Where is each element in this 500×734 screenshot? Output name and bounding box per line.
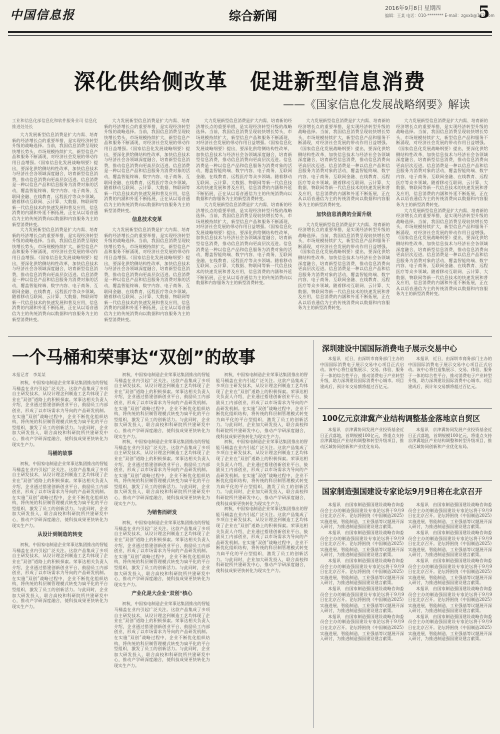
- article1-headline: 深化供给侧改革 促进新型信息消费: [74, 70, 426, 94]
- article1-column-1: [12, 118, 98, 333]
- article1-body-text: 大力发展新型信息消费是扩大内需、培育新的经济增长点的重要举措，是实现经济转型升级的战略选择。当前，我国信息消费呈现较快增长势头，市场规模持续扩大，新型信息产品和服务不断涌现，对经济社会发展的带动作用日益增强。《国家信息化发展战略纲要》提出，要深化供给侧结构性改革，加快信息技术与经济社会各领域深度融合，培育新型信息消费，推动信息消费向更高层次迈进。信息消费是一种以信息产品和信息服务为消费对象的活动，覆盖智能终端、数字内容、电子商务、互联网金融、在线教育、远程医疗等众多领域。随着移动互联网、云计算、大数据、物联网等新一代信息技术的快速发展和普及应用，信息消费的内涵和外延不断拓展，正在从以语音通信为主的传统消费向以数据和内容服务为主的新型消费转变。: [196, 201, 292, 286]
- brief-2-text: 本报讯 京津冀协同发展产业投资基金近日正式落地，首期规模100亿元，将重点支持京津冀地区产业结构调整和转型升级项目，推动区域协同创新和产业优化布局。: [408, 427, 492, 449]
- brief-3-text: 本报讯 由国家制造强国建设战略咨询委员会主办的制造强国建设专家论坛将于9月9日在北京召开。论坛将围绕《中国制造2025》实施进展、智能制造、工业强基等议题展开深入研讨，为推进制造强国建设建言献策。: [320, 529, 404, 558]
- article2-body-text: 初秋，中国家电制造企业荣事达集团推出的智能马桶盖在业内引起广泛关注。这款产品集成了多项自主研发技术，从设计理念到制造工艺均体现了企业在“双创”道路上的积极探索。荣事达相关负责人介绍，企业通过搭建创新创业平台，鼓励员工内部创业，形成了以市场需求为导向的产品研发机制。在实施“双创”战略过程中，企业不断优化组织结构，将传统的科层制管理模式转变为扁平化的平台型组织，激发了员工的创新活力。与此同时，企业加大研发投入，联合高校和科研院所共建研发中心，推动产学研深度融合，使科技成果更快转化为现实生产力。: [216, 372, 308, 439]
- brief-3-text: 本报讯 由国家制造强国建设战略咨询委员会主办的制造强国建设专家论坛将于9月9日在北京召开。论坛将围绕《中国制造2025》实施进展、智能制造、工业强基等议题展开深入研讨，为推进制造强国建设建言献策。: [408, 585, 492, 614]
- brief-2-column-1: [320, 427, 404, 477]
- brief-3-text: 本报讯 由国家制造强国建设战略咨询委员会主办的制造强国建设专家论坛将于9月9日在北京召开。论坛将围绕《中国制造2025》实施进展、智能制造、工业强基等议题展开深入研讨，为推进制造强国建设建言献策。: [408, 502, 492, 530]
- article2-body-text: 初秋，中国家电制造企业荣事达集团推出的智能马桶盖在业内引起广泛关注。这款产品集成了多项自主研发技术，从设计理念到制造工艺均体现了企业在“双创”道路上的积极探索。荣事达相关负责人介绍，企业通过搭建创新创业平台，鼓励员工内部创业，形成了以市场需求为导向的产品研发机制。在实施“双创”战略过程中，企业不断优化组织结构，将传统的科层制管理模式转变为扁平化的平台型组织，激发了员工的创新活力。与此同时，企业加大研发投入，联合高校和科研院所共建研发中心，推动产学研深度融合，使科技成果更快转化为现实生产力。: [114, 520, 210, 587]
- article1-body-text: 大力发展新型信息消费是扩大内需、培育新的经济增长点的重要举措，是实现经济转型升级的战略选择。当前，我国信息消费呈现较快增长势头，市场规模持续扩大，新型信息产品和服务不断涌现，对经济社会发展的带动作用日益增强。《国家信息化发展战略纲要》提出，要深化供给侧结构性改革，加快信息技术与经济社会各领域深度融合，培育新型信息消费，推动信息消费向更高层次迈进。信息消费是一种以信息产品和信息服务为消费对象的活动，覆盖智能终端、数字内容、电子商务、互联网金融、在线教育、远程医疗等众多领域。随着移动互联网、云计算、大数据、物联网等新一代信息技术的快速发展和普及应用，信息消费的内涵和外延不断拓展，正在从以语音通信为主的传统消费向以数据和内容服务为主的新型消费转变。: [298, 118, 390, 207]
- brief-title-3: 国家制造强国建设专家论坛9月9日将在北京召开: [322, 487, 483, 496]
- brief-2-text: 本报讯 京津冀协同发展产业投资基金近日正式落地，首期规模100亿元，将重点支持京津冀地区产业结构调整和转型升级项目，推动区域协同创新和产业优化布局。: [320, 427, 404, 449]
- brief-1-text: 本报讯 近日，由深圳市商务部门主办的中国国际消费电子展示交易中心项目正式启动。该中心将打造集展示、交易、体验、服务于一体的综合性平台，推动消费电子产业转型升级，助力深圳建设国际消费中心城市。项目建成后，预计年交易额将超过百亿元。: [320, 356, 404, 389]
- article1-body-text: 大力发展新型信息消费是扩大内需、培育新的经济增长点的重要举措，是实现经济转型升级的战略选择。当前，我国信息消费呈现较快增长势头，市场规模持续扩大，新型信息产品和服务不断涌现，对经济社会发展的带动作用日益增强。《国家信息化发展战略纲要》提出，要深化供给侧结构性改革，加快信息技术与经济社会各领域深度融合，培育新型信息消费，推动信息消费向更高层次迈进。信息消费是一种以信息产品和信息服务为消费对象的活动，覆盖智能终端、数字内容、电子商务、互联网金融、在线教育、远程医疗等众多领域。随着移动互联网、云计算、大数据、物联网等新一代信息技术的快速发展和普及应用，信息消费的内涵和外延不断拓展，正在从以语音通信为主的传统消费向以数据和内容服务为主的新型消费转变。: [104, 118, 190, 213]
- masthead-rule: [8, 31, 492, 33]
- issue-date: 2016年9月8日 星期四: [385, 6, 441, 12]
- article1-column-2: [104, 118, 190, 333]
- article2-body-text: 初秋，中国家电制造企业荣事达集团推出的智能马桶盖在业内引起广泛关注。这款产品集成了多项自主研发技术，从设计理念到制造工艺均体现了企业在“双创”道路上的积极探索。荣事达相关负责人介绍，企业通过搭建创新创业平台，鼓励员工内部创业，形成了以市场需求为导向的产品研发机制。在实施“双创”战略过程中，企业不断优化组织结构，将传统的科层制管理模式转变为扁平化的平台型组织，激发了员工的创新活力。与此同时，企业加大研发投入，联合高校和科研院所共建研发中心，推动产学研深度融合，使科技成果更快转化为现实生产力。: [216, 506, 308, 573]
- article1-column-4: [298, 118, 390, 333]
- brief-divider: [318, 480, 492, 481]
- brief-3-column-1: [320, 502, 404, 727]
- article1-subhead: 加快信息消费的全面升级: [316, 211, 372, 218]
- article2-column-1: [12, 372, 108, 727]
- brief-title-1: 深圳建设中国国际消费电子展示交易中心: [322, 344, 457, 353]
- brief-3-column-2: [408, 502, 492, 727]
- section-divider: [8, 336, 492, 337]
- article2-column-3: [216, 372, 308, 727]
- article2-subhead: 马桶的故事: [47, 451, 73, 458]
- brief-3-text: 本报讯 由国家制造强国建设战略咨询委员会主办的制造强国建设专家论坛将于9月9日在北京召开。论坛将围绕《中国制造2025》实施进展、智能制造、工业强基等议题展开深入研讨，为推进制造强国建设建言献策。: [408, 613, 492, 642]
- article2-body-text: 初秋，中国家电制造企业荣事达集团推出的智能马桶盖在业内引起广泛关注。这款产品集成了多项自主研发技术，从设计理念到制造工艺均体现了企业在“双创”道路上的积极探索。荣事达相关负责人介绍，企业通过搭建创新创业平台，鼓励员工内部创业，形成了以市场需求为导向的产品研发机制。在实施“双创”战略过程中，企业不断优化组织结构，将传统的科层制管理模式转变为扁平化的平台型组织，激发了员工的创新活力。与此同时，企业加大研发投入，联合高校和科研院所共建研发中心，推动产学研深度融合，使科技成果更快转化为现实生产力。: [114, 372, 210, 439]
- article2-subhead: 为销售而研发: [146, 510, 177, 517]
- brief-divider: [318, 408, 492, 409]
- article1-body-text: 大力发展新型信息消费是扩大内需、培育新的经济增长点的重要举措，是实现经济转型升级的战略选择。当前，我国信息消费呈现较快增长势头，市场规模持续扩大，新型信息产品和服务不断涌现，对经济社会发展的带动作用日益增强。《国家信息化发展战略纲要》提出，要深化供给侧结构性改革，加快信息技术与经济社会各领域深度融合，培育新型信息消费，推动信息消费向更高层次迈进。信息消费是一种以信息产品和信息服务为消费对象的活动，覆盖智能终端、数字内容、电子商务、互联网金融、在线教育、远程医疗等众多领域。随着移动互联网、云计算、大数据、物联网等新一代信息技术的快速发展和普及应用，信息消费的内涵和外延不断拓展，正在从以语音通信为主的传统消费向以数据和内容服务为主的新型消费转变。: [12, 227, 98, 322]
- article1-body-text: 大力发展新型信息消费是扩大内需、培育新的经济增长点的重要举措，是实现经济转型升级的战略选择。当前，我国信息消费呈现较快增长势头，市场规模持续扩大，新型信息产品和服务不断涌现，对经济社会发展的带动作用日益增强。《国家信息化发展战略纲要》提出，要深化供给侧结构性改革，加快信息技术与经济社会各领域深度融合，培育新型信息消费，推动信息消费向更高层次迈进。信息消费是一种以信息产品和信息服务为消费对象的活动，覆盖智能终端、数字内容、电子商务、互联网金融、在线教育、远程医疗等众多领域。随着移动互联网、云计算、大数据、物联网等新一代信息技术的快速发展和普及应用，信息消费的内涵和外延不断拓展，正在从以语音通信为主的传统消费向以数据和内容服务为主的新型消费转变。: [396, 207, 488, 297]
- brief-3-text: 本报讯 由国家制造强国建设战略咨询委员会主办的制造强国建设专家论坛将于9月9日在北京召开。论坛将围绕《中国制造2025》实施进展、智能制造、工业强基等议题展开深入研讨，为推进制造强国建设建言献策。: [320, 502, 404, 530]
- article2-subhead: 产业化是大企业“双创”核心: [131, 591, 193, 598]
- article1-column-5: [396, 118, 488, 333]
- article2-subhead: 从设计到制造的转变: [37, 532, 83, 539]
- article1-body-text: 大力发展新型信息消费是扩大内需、培育新的经济增长点的重要举措，是实现经济转型升级的战略选择。当前，我国信息消费呈现较快增长势头，市场规模持续扩大，新型信息产品和服务不断涌现，对经济社会发展的带动作用日益增强。《国家信息化发展战略纲要》提出，要深化供给侧结构性改革，加快信息技术与经济社会各领域深度融合，培育新型信息消费，推动信息消费向更高层次迈进。信息消费是一种以信息产品和信息服务为消费对象的活动，覆盖智能终端、数字内容、电子商务、互联网金融、在线教育、远程医疗等众多领域。随着移动互联网、云计算、大数据、物联网等新一代信息技术的快速发展和普及应用，信息消费的内涵和外延不断拓展，正在从以语音通信为主的传统消费向以数据和内容服务为主的新型消费转变。: [396, 118, 488, 207]
- column-divider: [313, 340, 314, 728]
- article1-body-text: 大力发展新型信息消费是扩大内需、培育新的经济增长点的重要举措，是实现经济转型升级的战略选择。当前，我国信息消费呈现较快增长势头，市场规模持续扩大，新型信息产品和服务不断涌现，对经济社会发展的带动作用日益增强。《国家信息化发展战略纲要》提出，要深化供给侧结构性改革，加快信息技术与经济社会各领域深度融合，培育新型信息消费，推动信息消费向更高层次迈进。信息消费是一种以信息产品和信息服务为消费对象的活动，覆盖智能终端、数字内容、电子商务、互联网金融、在线教育、远程医疗等众多领域。随着移动互联网、云计算、大数据、物联网等新一代信息技术的快速发展和普及应用，信息消费的内涵和外延不断拓展，正在从以语音通信为主的传统消费向以数据和内容服务为主的新型消费转变。: [298, 221, 390, 311]
- article1-column-3: [196, 118, 292, 333]
- article1-body-text: 大力发展新型信息消费是扩大内需、培育新的经济增长点的重要举措，是实现经济转型升级的战略选择。当前，我国信息消费呈现较快增长势头，市场规模持续扩大，新型信息产品和服务不断涌现，对经济社会发展的带动作用日益增强。《国家信息化发展战略纲要》提出，要深化供给侧结构性改革，加快信息技术与经济社会各领域深度融合，培育新型信息消费，推动信息消费向更高层次迈进。信息消费是一种以信息产品和信息服务为消费对象的活动，覆盖智能终端、数字内容、电子商务、互联网金融、在线教育、远程医疗等众多领域。随着移动互联网、云计算、大数据、物联网等新一代信息技术的快速发展和普及应用，信息消费的内涵和外延不断拓展，正在从以语音通信为主的传统消费向以数据和内容服务为主的新型消费转变。: [12, 132, 98, 227]
- brief-3-text: 本报讯 由国家制造强国建设战略咨询委员会主办的制造强国建设专家论坛将于9月9日在北京召开。论坛将围绕《中国制造2025》实施进展、智能制造、工业强基等议题展开深入研讨，为推进制造强国建设建言献策。: [320, 585, 404, 614]
- article1-subhead: 信息技术变革: [131, 217, 162, 224]
- article2-column-2: [114, 372, 210, 727]
- article1-body-text: 大力发展新型信息消费是扩大内需、培育新的经济增长点的重要举措，是实现经济转型升级的战略选择。当前，我国信息消费呈现较快增长势头，市场规模持续扩大，新型信息产品和服务不断涌现，对经济社会发展的带动作用日益增强。《国家信息化发展战略纲要》提出，要深化供给侧结构性改革，加快信息技术与经济社会各领域深度融合，培育新型信息消费，推动信息消费向更高层次迈进。信息消费是一种以信息产品和信息服务为消费对象的活动，覆盖智能终端、数字内容、电子商务、互联网金融、在线教育、远程医疗等众多领域。随着移动互联网、云计算、大数据、物联网等新一代信息技术的快速发展和普及应用，信息消费的内涵和外延不断拓展，正在从以语音通信为主的传统消费向以数据和内容服务为主的新型消费转变。: [104, 227, 190, 322]
- brief-title-2: 100亿元京津冀产业结构调整基金落地京自贸区: [322, 414, 481, 423]
- brief-3-text: 本报讯 由国家制造强国建设战略咨询委员会主办的制造强国建设专家论坛将于9月9日在北京召开。论坛将围绕《中国制造2025》实施进展、智能制造、工业强基等议题展开深入研讨，为推进制造强国建设建言献策。: [320, 557, 404, 586]
- article2-body-text: 初秋，中国家电制造企业荣事达集团推出的智能马桶盖在业内引起广泛关注。这款产品集成了多项自主研发技术，从设计理念到制造工艺均体现了企业在“双创”道路上的积极探索。荣事达相关负责人介绍，企业通过搭建创新创业平台，鼓励员工内部创业，形成了以市场需求为导向的产品研发机制。在实施“双创”战略过程中，企业不断优化组织结构，将传统的科层制管理模式转变为扁平化的平台型组织，激发了员工的创新活力。与此同时，企业加大研发投入，联合高校和科研院所共建研发中心，推动产学研深度融合，使科技成果更快转化为现实生产力。: [216, 439, 308, 506]
- article1-body-text: 大力发展新型信息消费是扩大内需、培育新的经济增长点的重要举措，是实现经济转型升级的战略选择。当前，我国信息消费呈现较快增长势头，市场规模持续扩大，新型信息产品和服务不断涌现，对经济社会发展的带动作用日益增强。《国家信息化发展战略纲要》提出，要深化供给侧结构性改革，加快信息技术与经济社会各领域深度融合，培育新型信息消费，推动信息消费向更高层次迈进。信息消费是一种以信息产品和信息服务为消费对象的活动，覆盖智能终端、数字内容、电子商务、互联网金融、在线教育、远程医疗等众多领域。随着移动互联网、云计算、大数据、物联网等新一代信息技术的快速发展和普及应用，信息消费的内涵和外延不断拓展，正在从以语音通信为主的传统消费向以数据和内容服务为主的新型消费转变。: [196, 118, 292, 202]
- article1-subheadline: ——《国家信息化发展战略纲要》解读: [283, 98, 470, 111]
- article2-body-text: 初秋，中国家电制造企业荣事达集团推出的智能马桶盖在业内引起广泛关注。这款产品集成了多项自主研发技术，从设计理念到制造工艺均体现了企业在“双创”道路上的积极探索。荣事达相关负责人介绍，企业通过搭建创新创业平台，鼓励员工内部创业，形成了以市场需求为导向的产品研发机制。在实施“双创”战略过程中，企业不断优化组织结构，将传统的科层制管理模式转变为扁平化的平台型组织，激发了员工的创新活力。与此同时，企业加大研发投入，联合高校和科研院所共建研发中心，推动产学研深度融合，使科技成果更快转化为现实生产力。: [12, 461, 108, 528]
- brief-1-column-2: [408, 356, 492, 406]
- brief-3-text: 本报讯 由国家制造强国建设战略咨询委员会主办的制造强国建设专家论坛将于9月9日在北京召开。论坛将围绕《中国制造2025》实施进展、智能制造、工业强基等议题展开深入研讨，为推进制造强国建设建言献策。: [408, 529, 492, 558]
- newspaper-logo: 中国信息报: [10, 8, 76, 22]
- article2-headline: 一个马桶和荣事达“双创”的故事: [12, 348, 256, 368]
- article2-body-text: 初秋，中国家电制造企业荣事达集团推出的智能马桶盖在业内引起广泛关注。这款产品集成了多项自主研发技术，从设计理念到制造工艺均体现了企业在“双创”道路上的积极探索。荣事达相关负责人介绍，企业通过搭建创新创业平台，鼓励员工内部创业，形成了以市场需求为导向的产品研发机制。在实施“双创”战略过程中，企业不断优化组织结构，将传统的科层制管理模式转变为扁平化的平台型组织，激发了员工的创新活力。与此同时，企业加大研发投入，联合高校和科研院所共建研发中心，推动产学研深度融合，使科技成果更快转化为现实生产力。: [12, 542, 108, 609]
- brief-1-column-1: [320, 356, 404, 406]
- brief-3-text: 本报讯 由国家制造强国建设战略咨询委员会主办的制造强国建设专家论坛将于9月9日在北京召开。论坛将围绕《中国制造2025》实施进展、智能制造、工业强基等议题展开深入研讨，为推进制造强国建设建言献策。: [320, 613, 404, 642]
- article2-body-text: 初秋，中国家电制造企业荣事达集团推出的智能马桶盖在业内引起广泛关注。这款产品集成了多项自主研发技术，从设计理念到制造工艺均体现了企业在“双创”道路上的积极探索。荣事达相关负责人介绍，企业通过搭建创新创业平台，鼓励员工内部创业，形成了以市场需求为导向的产品研发机制。在实施“双创”战略过程中，企业不断优化组织结构，将传统的科层制管理模式转变为扁平化的平台型组织，激发了员工的创新活力。与此同时，企业加大研发投入，联合高校和科研院所共建研发中心，推动产学研深度融合，使科技成果更快转化为现实生产力。: [12, 380, 108, 447]
- brief-3-text: 本报讯 由国家制造强国建设战略咨询委员会主办的制造强国建设专家论坛将于9月9日在北京召开。论坛将围绕《中国制造2025》实施进展、智能制造、工业强基等议题展开深入研讨，为推进制造强国建设建言献策。: [408, 557, 492, 586]
- article2-byline: 本报记者 李某某: [12, 372, 46, 377]
- masthead: [0, 0, 500, 34]
- article1-byline: 工业和信息化部信息化和软件服务业司 信息化推进处处长: [12, 118, 98, 129]
- editor-info: 编辑：王某 电话：010-******** E-mail：zgxxb@163.com: [385, 13, 495, 18]
- article2-body-text: 初秋，中国家电制造企业荣事达集团推出的智能马桶盖在业内引起广泛关注。这款产品集成了多项自主研发技术，从设计理念到制造工艺均体现了企业在“双创”道路上的积极探索。荣事达相关负责人介绍，企业通过搭建创新创业平台，鼓励员工内部创业，形成了以市场需求为导向的产品研发机制。在实施“双创”战略过程中，企业不断优化组织结构，将传统的科层制管理模式转变为扁平化的平台型组织，激发了员工的创新活力。与此同时，企业加大研发投入，联合高校和科研院所共建研发中心，推动产学研深度融合，使科技成果更快转化为现实生产力。: [114, 601, 210, 668]
- masthead-rule-thin: [8, 35, 492, 36]
- section-title: 综合新闻: [228, 9, 277, 23]
- page-number: 5: [478, 3, 490, 23]
- brief-1-text: 本报讯 近日，由深圳市商务部门主办的中国国际消费电子展示交易中心项目正式启动。该中心将打造集展示、交易、体验、服务于一体的综合性平台，推动消费电子产业转型升级，助力深圳建设国际消费中心城市。项目建成后，预计年交易额将超过百亿元。: [408, 356, 492, 389]
- article2-body-text: 初秋，中国家电制造企业荣事达集团推出的智能马桶盖在业内引起广泛关注。这款产品集成了多项自主研发技术，从设计理念到制造工艺均体现了企业在“双创”道路上的积极探索。荣事达相关负责人介绍，企业通过搭建创新创业平台，鼓励员工内部创业，形成了以市场需求为导向的产品研发机制。在实施“双创”战略过程中，企业不断优化组织结构，将传统的科层制管理模式转变为扁平化的平台型组织，激发了员工的创新活力。与此同时，企业加大研发投入，联合高校和科研院所共建研发中心，推动产学研深度融合，使科技成果更快转化为现实生产力。: [114, 439, 210, 506]
- brief-2-column-2: [408, 427, 492, 477]
